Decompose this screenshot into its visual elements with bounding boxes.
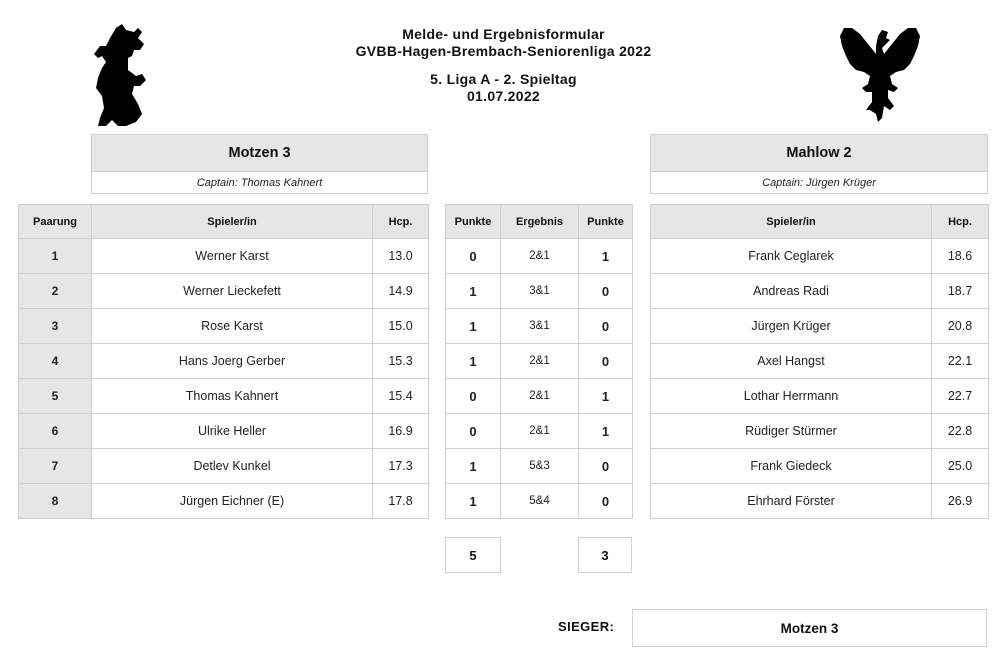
- away-hcp: 22.8: [932, 414, 989, 449]
- match-result: 2&1: [501, 239, 579, 274]
- away-player: Frank Giedeck: [651, 449, 932, 484]
- col-result: Ergebnis: [501, 205, 579, 239]
- away-table-header: [651, 205, 989, 239]
- table-row: [651, 449, 989, 484]
- table-row: [446, 414, 633, 449]
- table-row: [19, 449, 429, 484]
- away-player: Andreas Radi: [651, 274, 932, 309]
- table-row: [446, 449, 633, 484]
- pairing-number: 7: [19, 449, 92, 484]
- table-row: [19, 414, 429, 449]
- match-result: 2&1: [501, 344, 579, 379]
- away-total-points: 3: [578, 537, 632, 573]
- col-home-hcp: Hcp.: [373, 205, 429, 239]
- form-title: [250, 26, 757, 105]
- col-away-hcp: Hcp.: [932, 205, 989, 239]
- away-team-name: Mahlow 2: [650, 134, 988, 172]
- title-line-4: 01.07.2022: [466, 88, 541, 104]
- table-row: [19, 309, 429, 344]
- col-home-points: Punkte: [446, 205, 501, 239]
- home-team-name: Motzen 3: [91, 134, 428, 172]
- home-hcp: 15.3: [373, 344, 429, 379]
- result-table: [445, 204, 633, 519]
- col-away-points: Punkte: [579, 205, 633, 239]
- table-row: [446, 484, 633, 519]
- match-result: 2&1: [501, 414, 579, 449]
- winner-team: Motzen 3: [632, 609, 987, 647]
- away-hcp: 22.1: [932, 344, 989, 379]
- match-result: 2&1: [501, 379, 579, 414]
- home-points: 1: [446, 449, 501, 484]
- home-points: 0: [446, 414, 501, 449]
- home-player: Detlev Kunkel: [92, 449, 373, 484]
- away-table: [650, 204, 989, 519]
- winner-label: SIEGER:: [558, 619, 615, 634]
- match-result: 5&3: [501, 449, 579, 484]
- table-row: [651, 379, 989, 414]
- home-player: Werner Lieckefett: [92, 274, 373, 309]
- away-hcp: 18.6: [932, 239, 989, 274]
- pairing-number: 1: [19, 239, 92, 274]
- home-hcp: 17.3: [373, 449, 429, 484]
- away-hcp: 20.8: [932, 309, 989, 344]
- home-player: Ulrike Heller: [92, 414, 373, 449]
- berlin-bear-icon: [92, 22, 148, 128]
- home-points: 1: [446, 274, 501, 309]
- match-result: 3&1: [501, 309, 579, 344]
- home-total-points: 5: [445, 537, 501, 573]
- away-hcp: 22.7: [932, 379, 989, 414]
- away-player: Ehrhard Förster: [651, 484, 932, 519]
- away-points: 1: [579, 414, 633, 449]
- away-player: Frank Ceglarek: [651, 239, 932, 274]
- away-hcp: 18.7: [932, 274, 989, 309]
- table-row: [651, 484, 989, 519]
- table-row: [446, 344, 633, 379]
- table-row: [446, 239, 633, 274]
- away-points: 0: [579, 449, 633, 484]
- table-row: [651, 414, 989, 449]
- table-row: [651, 309, 989, 344]
- home-player: Thomas Kahnert: [92, 379, 373, 414]
- col-pairing: Paarung: [19, 205, 92, 239]
- home-hcp: 13.0: [373, 239, 429, 274]
- away-points: 1: [579, 239, 633, 274]
- table-row: [19, 239, 429, 274]
- home-points: 1: [446, 484, 501, 519]
- home-points: 1: [446, 309, 501, 344]
- title-line-1: Melde- und Ergebnisformular: [402, 26, 605, 42]
- home-hcp: 15.4: [373, 379, 429, 414]
- away-hcp: 26.9: [932, 484, 989, 519]
- home-points: 1: [446, 344, 501, 379]
- table-row: [651, 274, 989, 309]
- home-captain: Captain: Thomas Kahnert: [91, 171, 428, 194]
- home-player: Hans Joerg Gerber: [92, 344, 373, 379]
- home-points: 0: [446, 379, 501, 414]
- home-player: Werner Karst: [92, 239, 373, 274]
- table-row: [446, 309, 633, 344]
- home-hcp: 17.8: [373, 484, 429, 519]
- home-table: [18, 204, 429, 519]
- pairing-number: 6: [19, 414, 92, 449]
- pairing-number: 5: [19, 379, 92, 414]
- away-points: 1: [579, 379, 633, 414]
- table-row: [19, 344, 429, 379]
- away-player: Lothar Herrmann: [651, 379, 932, 414]
- match-result: 5&4: [501, 484, 579, 519]
- away-captain: Captain: Jürgen Krüger: [650, 171, 988, 194]
- home-player: Rose Karst: [92, 309, 373, 344]
- away-points: 0: [579, 344, 633, 379]
- table-row: [19, 379, 429, 414]
- home-player: Jürgen Eichner (E): [92, 484, 373, 519]
- table-row: [19, 274, 429, 309]
- pairing-number: 2: [19, 274, 92, 309]
- table-row: [446, 379, 633, 414]
- away-player: Jürgen Krüger: [651, 309, 932, 344]
- brandenburg-eagle-icon: [838, 22, 922, 126]
- away-points: 0: [579, 309, 633, 344]
- home-hcp: 16.9: [373, 414, 429, 449]
- pairing-number: 3: [19, 309, 92, 344]
- table-row: [651, 239, 989, 274]
- away-points: 0: [579, 484, 633, 519]
- home-hcp: 15.0: [373, 309, 429, 344]
- away-hcp: 25.0: [932, 449, 989, 484]
- match-result: 3&1: [501, 274, 579, 309]
- away-player: Rüdiger Stürmer: [651, 414, 932, 449]
- result-table-header: [446, 205, 633, 239]
- title-line-2: GVBB-Hagen-Brembach-Seniorenliga 2022: [355, 43, 652, 59]
- col-away-player: Spieler/in: [651, 205, 932, 239]
- title-line-3: 5. Liga A - 2. Spieltag: [430, 71, 577, 87]
- home-table-header: [19, 205, 429, 239]
- away-player: Axel Hangst: [651, 344, 932, 379]
- pairing-number: 4: [19, 344, 92, 379]
- table-row: [651, 344, 989, 379]
- away-points: 0: [579, 274, 633, 309]
- table-row: [446, 274, 633, 309]
- home-hcp: 14.9: [373, 274, 429, 309]
- col-home-player: Spieler/in: [92, 205, 373, 239]
- home-points: 0: [446, 239, 501, 274]
- pairing-number: 8: [19, 484, 92, 519]
- table-row: [19, 484, 429, 519]
